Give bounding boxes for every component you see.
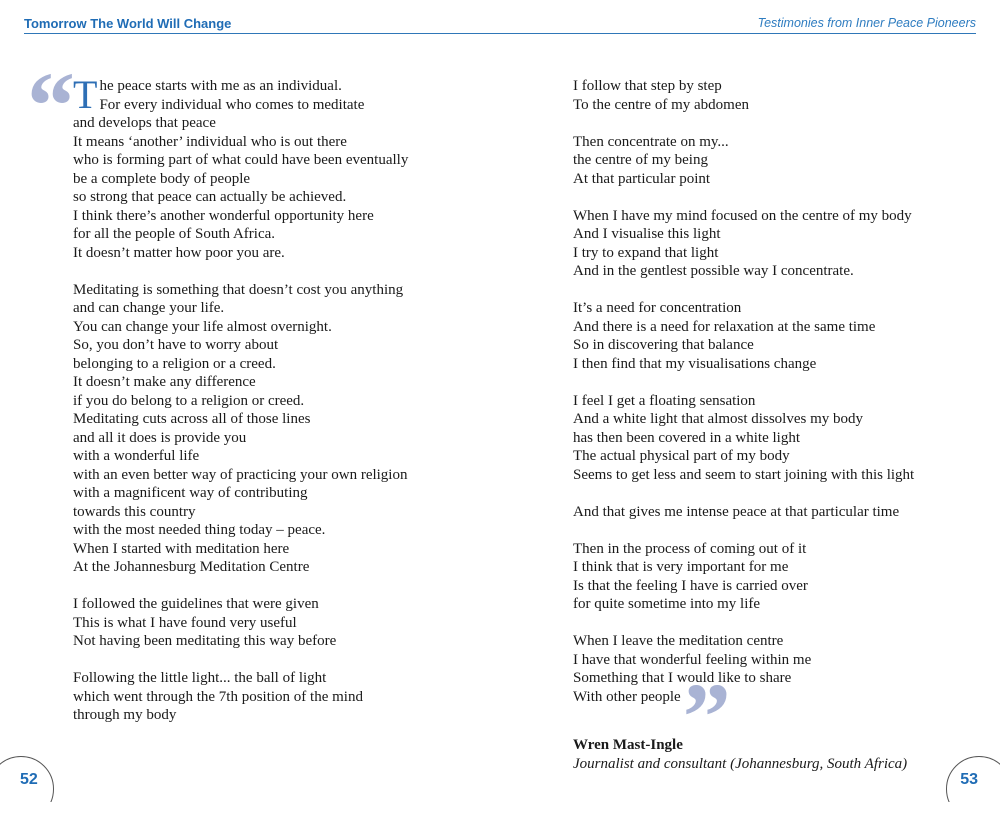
stanza	[573, 503, 993, 522]
stanza	[573, 392, 993, 485]
right-column-text	[573, 77, 993, 773]
stanza	[573, 77, 993, 114]
author-role: Journalist and consultant (Johannesburg, South Africa)	[573, 755, 908, 772]
open-quote-mark: “	[27, 52, 75, 159]
stanza	[573, 540, 993, 614]
text-line: for all the people of South Africa.	[73, 226, 276, 242]
text-line: Something that I would like to share	[573, 670, 792, 686]
last-line-text: With other people	[573, 688, 681, 705]
author-name: Wren Mast-Ingle	[573, 737, 683, 753]
page-corner-arc-right	[946, 756, 1000, 822]
text-line: through my body	[73, 707, 177, 723]
text-line: which went through the 7th position of the mind	[73, 688, 363, 705]
text-line: At that particular point	[573, 170, 711, 187]
stanza	[73, 595, 493, 651]
left-column-text	[73, 72, 493, 743]
text-line: Meditating is something that doesn’t cost you anything	[73, 281, 404, 298]
stanza	[573, 133, 993, 189]
dropcap-letter: T	[73, 72, 98, 117]
text-line: if you do belong to a religion or creed.	[73, 392, 305, 409]
text-line: And there is a need for relaxation at the same time	[573, 318, 876, 335]
text-line: And that gives me intense peace at that particular time	[573, 503, 900, 520]
text-line: I feel I get a floating sensation	[573, 392, 756, 409]
stanza	[573, 299, 993, 373]
text-line: with a magnificent way of contributing	[73, 485, 308, 501]
header-divider	[24, 33, 976, 34]
page-number-left: 52	[20, 771, 38, 788]
text-line: When I started with meditation here	[73, 540, 290, 557]
right-stanzas	[573, 77, 993, 688]
text-line: It’s a need for concentration	[573, 300, 742, 316]
text-line: I followed the guidelines that were given	[73, 596, 319, 612]
text-line: Following the little light... the ball of light	[73, 670, 327, 686]
text-line: Meditating cuts across all of those lines	[73, 411, 311, 427]
stanza	[573, 632, 993, 688]
text-line: When I have my mind focused on the centre of my body	[573, 207, 912, 224]
text-line: with an even better way of practicing your own religion	[73, 466, 408, 483]
text-line: It doesn’t make any difference	[73, 374, 256, 390]
text-line: I think there’s another wonderful opportunity here	[73, 207, 374, 224]
text-line: towards this country	[73, 503, 196, 520]
text-line: So, you don’t have to worry about	[73, 337, 279, 353]
opening-stanza	[73, 72, 493, 262]
text-line: I follow that step by step	[573, 78, 722, 94]
second-line: For every individual who comes to meditate	[99, 96, 365, 113]
text-line: be a complete body of people	[73, 170, 251, 187]
text-line: So in discovering that balance	[573, 337, 754, 353]
stanza	[73, 669, 493, 725]
running-header-subtitle: Testimonies from Inner Peace Pioneers	[757, 16, 976, 30]
text-line: To the centre of my abdomen	[573, 96, 749, 113]
close-quote-mark: ”	[682, 662, 731, 770]
text-line: the centre of my being	[573, 152, 708, 168]
text-line: with a wonderful life	[73, 448, 200, 464]
first-line: he peace starts with me as an individual.	[99, 78, 342, 94]
text-line: You can change your life almost overnight.	[73, 318, 332, 335]
text-line: At the Johannesburg Meditation Centre	[73, 559, 310, 575]
text-line: Then concentrate on my...	[573, 133, 729, 150]
text-line: I try to expand that light	[573, 244, 719, 261]
text-line: and all it does is provide you	[73, 429, 247, 446]
text-line: It means ‘another’ individual who is out there	[73, 133, 347, 150]
left-stanzas	[73, 281, 493, 725]
text-line: Then in the process of coming out of it	[573, 540, 807, 557]
page-corner-arc-left	[0, 756, 54, 822]
text-line: Not having been meditating this way before	[73, 633, 337, 649]
text-line: The actual physical part of my body	[573, 448, 790, 464]
text-line: for quite sometime into my life	[573, 596, 761, 612]
text-line: When I leave the meditation centre	[573, 633, 784, 649]
text-line: and develops that peace	[73, 115, 216, 131]
text-line: I think that is very important for me	[573, 559, 789, 575]
text-line: with the most needed thing today – peace.	[73, 522, 326, 538]
text-line: so strong that peace can actually be achieved.	[73, 189, 347, 205]
page-number-right: 53	[960, 771, 978, 788]
stanza	[73, 281, 493, 577]
stanza	[573, 207, 993, 281]
text-line: Is that the feeling I have is carried over	[573, 577, 808, 594]
stanza-lines	[73, 114, 493, 262]
running-header-title: Tomorrow The World Will Change	[24, 16, 232, 31]
text-line: This is what I have found very useful	[73, 614, 297, 631]
text-line: Seems to get less and seem to start joining with this light	[573, 466, 915, 483]
text-line: has then been covered in a white light	[573, 429, 801, 446]
text-line: And I visualise this light	[573, 226, 721, 242]
text-line: and can change your life.	[73, 300, 225, 316]
text-line: I then find that my visualisations change	[573, 355, 817, 372]
text-line: And a white light that almost dissolves my body	[573, 411, 863, 427]
text-line: who is forming part of what could have been eventually	[73, 152, 409, 168]
text-line: And in the gentlest possible way I concentrate.	[573, 263, 854, 279]
text-line: belonging to a religion or a creed.	[73, 355, 276, 372]
text-line: It doesn’t matter how poor you are.	[73, 244, 285, 261]
text-line: I have that wonderful feeling within me	[573, 651, 812, 668]
